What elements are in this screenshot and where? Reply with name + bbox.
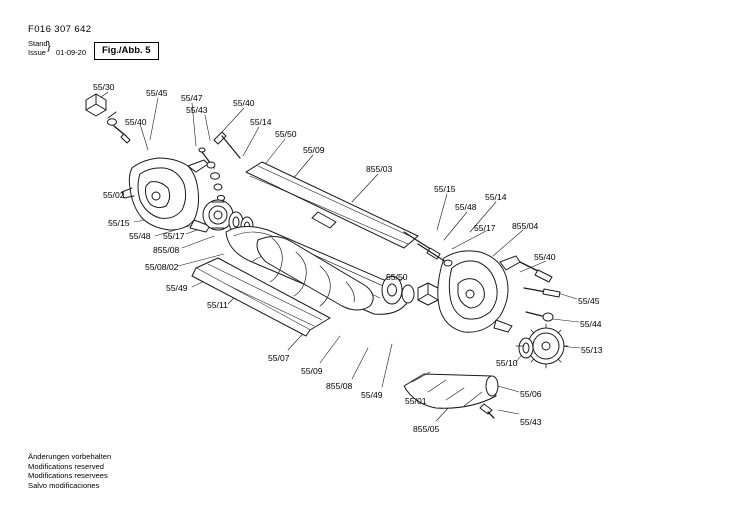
callout-855-08-b: 855/08 (326, 381, 353, 391)
callout-55-43-a: 55/43 (186, 105, 208, 115)
callout-55-15-a: 55/15 (434, 184, 456, 194)
callout-55-44: 55/44 (580, 319, 602, 329)
callout-55-14-b: 55/14 (485, 192, 507, 202)
callout-55-50-a: 55/50 (275, 129, 297, 139)
callout-55-11: 55/11 (207, 300, 228, 310)
callout-855-03: 855/03 (366, 164, 393, 174)
callout-55-13: 55/13 (581, 345, 603, 355)
callout-55-08-02: 55/08/02 (145, 262, 179, 272)
footer-line-fr: Modifications reservees (28, 471, 108, 481)
callout-55-02: 55/02 (103, 190, 125, 200)
callout-55-43-b: 55/43 (520, 417, 542, 427)
callout-55-10: 55/10 (496, 358, 518, 368)
callout-55-06: 55/06 (520, 389, 542, 399)
footer-line-de: Änderungen vorbehalten (28, 452, 112, 461)
callout-55-07: 55/07 (268, 353, 290, 363)
callout-55-09-a: 55/09 (303, 145, 325, 155)
brace-glyph: } (47, 40, 51, 52)
callout-55-48-b: 55/48 (129, 231, 151, 241)
callout-55-30: 55/30 (93, 82, 115, 92)
callout-55-45-b: 55/45 (578, 296, 600, 306)
callout-55-40-b: 55/40 (125, 117, 147, 127)
callout-55-15-b: 55/15 (108, 218, 130, 228)
issue-label: Issue (28, 47, 46, 57)
callout-55-48-a: 55/48 (455, 202, 477, 212)
footer-line-es: Salvo modificaciones (28, 480, 100, 490)
stand-label: Stand (28, 39, 48, 48)
callout-55-17-a: 55/17 (474, 223, 496, 233)
part-number: F016 307 642 (28, 24, 92, 35)
revision-date: 01-09-20 (56, 48, 87, 57)
callout-55-50-b: 55/50 (386, 272, 408, 282)
callout-55-45: 55/45 (146, 88, 168, 98)
callout-55-47: 55/47 (181, 93, 203, 103)
callout-55-14-a: 55/14 (250, 117, 272, 127)
footer-line-en: Modifications reserved (28, 461, 104, 471)
callout-55-09-b: 55/09 (301, 366, 323, 376)
figure-badge: Fig./Abb. 5 (94, 42, 159, 60)
callout-55-01: 55/01 (405, 396, 427, 406)
legal-footer (28, 452, 111, 490)
callout-855-08-a: 855/08 (153, 245, 180, 255)
callout-55-49-b: 55/49 (361, 390, 383, 400)
callout-55-40-c: 55/40 (534, 252, 556, 262)
callout-855-05: 855/05 (413, 424, 440, 434)
callout-55-17-b: 55/17 (163, 231, 185, 241)
callout-855-04: 855/04 (512, 221, 539, 231)
callout-55-49-a: 55/49 (166, 283, 188, 293)
callout-55-40-a: 55/40 (233, 98, 255, 108)
